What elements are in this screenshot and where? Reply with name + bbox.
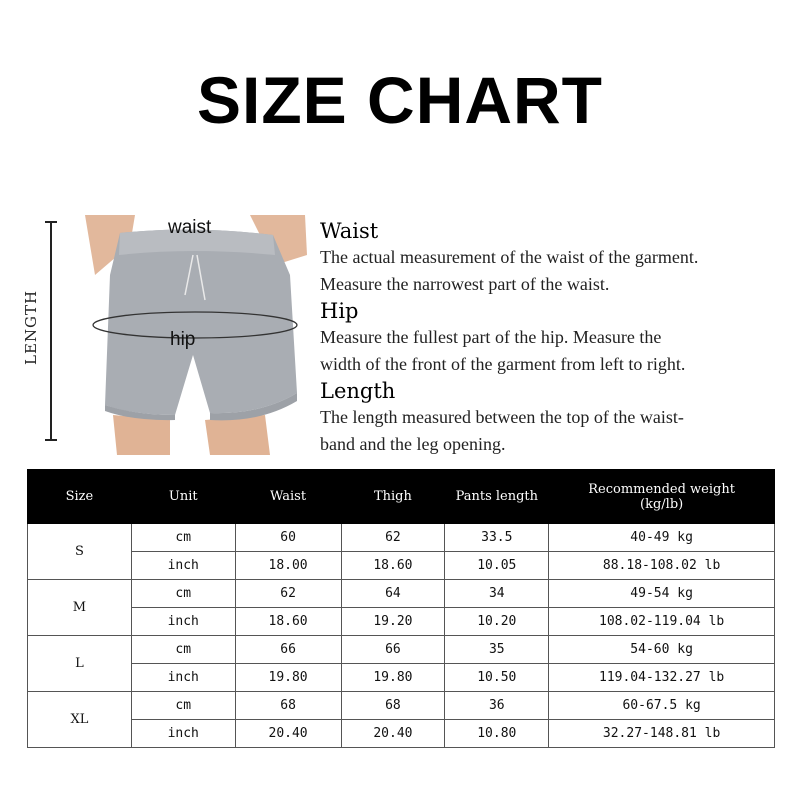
table-row (28, 524, 775, 552)
table-cell: 119.04-132.27 lb (549, 664, 775, 692)
table-row (28, 692, 775, 720)
table-cell: 19.80 (235, 664, 341, 692)
table-cell: 36 (445, 692, 549, 720)
table-row (28, 636, 775, 664)
table-cell: 108.02-119.04 lb (549, 608, 775, 636)
table-cell: 68 (235, 692, 341, 720)
table-cell: 18.60 (341, 552, 445, 580)
length-measure-line (50, 221, 52, 441)
header-recommended-weight (549, 470, 775, 524)
header-pants-length: Pants length (445, 470, 549, 524)
table-cell: inch (131, 664, 235, 692)
header-weight-unit-line: (kg/lb) (640, 496, 684, 512)
table-cell: 10.50 (445, 664, 549, 692)
shorts-illustration (20, 215, 310, 455)
table-cell: 19.80 (341, 664, 445, 692)
table-row (28, 580, 775, 608)
table-cell: 88.18-108.02 lb (549, 552, 775, 580)
table-cell: 49-54 kg (549, 580, 775, 608)
header-size: Size (28, 470, 132, 524)
size-cell: XL (28, 692, 132, 748)
length-desc-line: The length measured between the top of the waist- (320, 407, 684, 427)
measurement-descriptions (320, 218, 790, 458)
size-cell: L (28, 636, 132, 692)
table-cell: cm (131, 636, 235, 664)
header-weight-line: Recommended weight (588, 481, 735, 497)
table-header-row (28, 470, 775, 524)
header-thigh: Thigh (341, 470, 445, 524)
table-cell: 20.40 (235, 720, 341, 748)
table-cell: inch (131, 720, 235, 748)
page-title: SIZE CHART (197, 63, 603, 137)
waist-label: waist (168, 217, 212, 238)
table-cell: 32.27-148.81 lb (549, 720, 775, 748)
table-cell: cm (131, 524, 235, 552)
table-cell: cm (131, 692, 235, 720)
table-cell: inch (131, 608, 235, 636)
table-cell: 40-49 kg (549, 524, 775, 552)
waist-desc-line: Measure the narrowest part of the waist. (320, 274, 610, 294)
table-cell: 33.5 (445, 524, 549, 552)
hip-desc-line: Measure the fullest part of the hip. Measure the (320, 327, 662, 347)
hip-heading: Hip (320, 299, 359, 323)
table-cell: 66 (341, 636, 445, 664)
table-row (28, 608, 775, 636)
table-cell: 19.20 (341, 608, 445, 636)
header-unit: Unit (131, 470, 235, 524)
length-label: LENGTH (22, 289, 40, 365)
size-cell: M (28, 580, 132, 636)
table-cell: inch (131, 552, 235, 580)
table-row (28, 664, 775, 692)
table-cell: 20.40 (341, 720, 445, 748)
table-cell: 34 (445, 580, 549, 608)
size-cell: S (28, 524, 132, 580)
table-row (28, 720, 775, 748)
length-heading: Length (320, 379, 396, 403)
table-row (28, 552, 775, 580)
table-cell: 64 (341, 580, 445, 608)
table-cell: 66 (235, 636, 341, 664)
table-cell: cm (131, 580, 235, 608)
table-cell: 68 (341, 692, 445, 720)
table-cell: 35 (445, 636, 549, 664)
table-cell: 60-67.5 kg (549, 692, 775, 720)
table-cell: 54-60 kg (549, 636, 775, 664)
table-cell: 18.00 (235, 552, 341, 580)
hip-desc-line: width of the front of the garment from left to right. (320, 354, 686, 374)
waist-desc-line: The actual measurement of the waist of the garment. (320, 247, 699, 267)
size-table (27, 469, 775, 748)
table-cell: 62 (341, 524, 445, 552)
table-cell: 10.20 (445, 608, 549, 636)
table-cell: 10.80 (445, 720, 549, 748)
table-cell: 18.60 (235, 608, 341, 636)
hip-label: hip (170, 329, 196, 350)
header-waist: Waist (235, 470, 341, 524)
table-cell: 10.05 (445, 552, 549, 580)
waist-heading: Waist (320, 219, 379, 243)
table-cell: 62 (235, 580, 341, 608)
length-desc-line: band and the leg opening. (320, 434, 506, 454)
table-cell: 60 (235, 524, 341, 552)
